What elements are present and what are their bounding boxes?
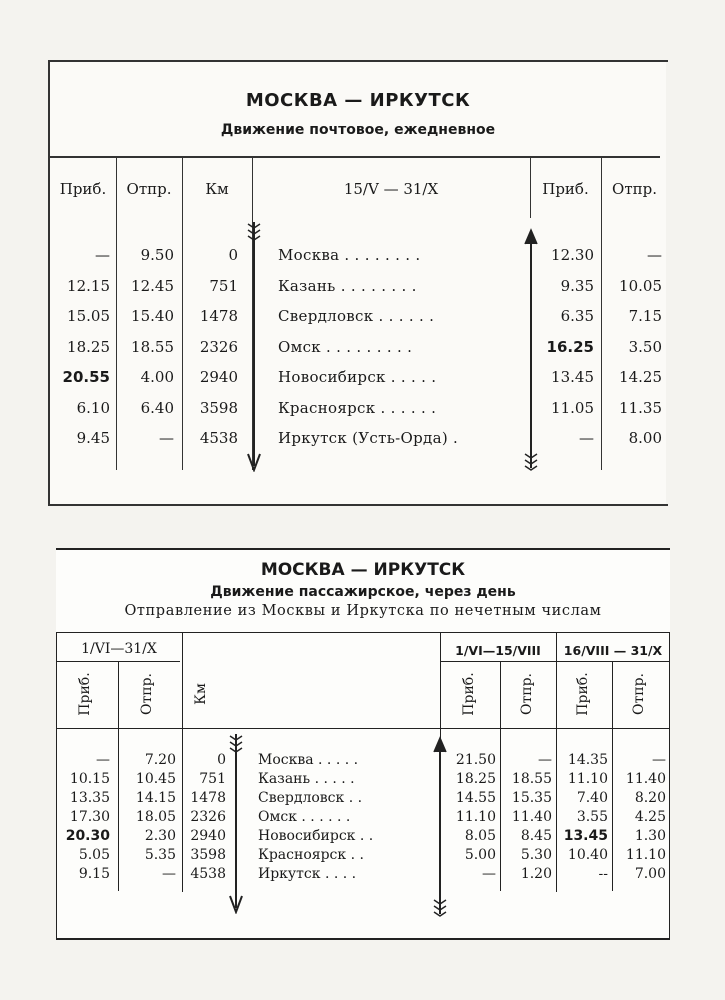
station-name: Новосибирск . . . . . <box>278 368 437 386</box>
arrival-time: 20.30 <box>65 828 110 844</box>
station-name: Иркутск (Усть-Орда) . <box>278 429 459 447</box>
arrival-time: 15.05 <box>67 307 110 325</box>
arrival-time-back: 16.25 <box>546 338 594 356</box>
distance-km: 1478 <box>190 790 226 806</box>
station-name: Иркутск . . . . <box>258 866 357 882</box>
col-divider <box>556 632 557 892</box>
departure-time-a: 8.45 <box>520 828 552 844</box>
header-arrival-b: Приб. <box>575 672 591 716</box>
table-subtitle: Движение почтовое, ежедневное <box>220 122 496 138</box>
distance-km: 2326 <box>199 338 238 356</box>
departure-time-b: 11.10 <box>625 847 666 863</box>
arrival-time: 10.15 <box>69 771 110 787</box>
arrival-time-b: 3.55 <box>576 809 608 825</box>
col-divider <box>182 156 183 470</box>
departure-time: 6.40 <box>140 399 174 417</box>
header-km: Км <box>193 683 209 705</box>
departure-time: — <box>162 866 176 882</box>
departure-time: 18.55 <box>131 338 174 356</box>
departure-time: 4.00 <box>140 368 174 386</box>
departure-note: Отправление из Москвы и Иркутска по нечетным числам <box>124 603 602 619</box>
departure-time: — <box>159 429 174 447</box>
station-name: Свердловск . . <box>258 790 363 806</box>
columns-rule <box>56 728 670 729</box>
top-rule <box>50 60 668 62</box>
arrival-time: 5.05 <box>78 847 110 863</box>
distance-km: 2940 <box>190 828 226 844</box>
station-name: Москва . . . . . . . . <box>278 246 421 264</box>
arrival-time-a: 8.05 <box>464 828 496 844</box>
header-arrival-back: Приб. <box>542 180 589 198</box>
arrival-time-b: 7.40 <box>576 790 608 806</box>
header-period: 15/V — 31/X <box>343 180 439 198</box>
arrival-time-a: 11.10 <box>455 809 496 825</box>
arrival-time-b: 10.40 <box>567 847 608 863</box>
departure-time: 5.35 <box>144 847 176 863</box>
table-subtitle: Движение пассажирское, через день <box>210 584 516 600</box>
header-departure: Отпр. <box>126 180 172 198</box>
departure-time-back: 3.50 <box>628 338 662 356</box>
departure-time-a: 18.55 <box>511 771 552 787</box>
arrival-time-a: 5.00 <box>464 847 496 863</box>
table-title: МОСКВА — ИРКУТСК <box>260 560 466 580</box>
arrival-time: 9.45 <box>76 429 110 447</box>
arrival-time: 17.30 <box>69 809 110 825</box>
departure-time: 2.30 <box>144 828 176 844</box>
period-left: 1/VI—31/X <box>81 641 157 657</box>
departure-time-back: 10.05 <box>619 277 662 295</box>
down-arrow-icon <box>246 220 262 472</box>
departure-time: 12.45 <box>131 277 174 295</box>
postal-timetable <box>48 60 666 506</box>
header-rule <box>50 156 660 158</box>
departure-time-b: 4.25 <box>634 809 666 825</box>
departure-time-a: 15.35 <box>511 790 552 806</box>
departure-time-b: 1.30 <box>634 828 666 844</box>
departure-time-a: 1.20 <box>520 866 552 882</box>
distance-km: 3598 <box>199 399 238 417</box>
arrival-time-back: 12.30 <box>551 246 594 264</box>
arrival-time: — <box>96 752 110 768</box>
arrival-time-b: -- <box>598 866 608 882</box>
station-name: Казань . . . . . <box>258 771 355 787</box>
period-rule-right <box>440 661 670 662</box>
departure-time-back: 7.15 <box>628 307 662 325</box>
departure-time-back: — <box>647 246 662 264</box>
arrival-time-back: 11.05 <box>551 399 594 417</box>
departure-time: 15.40 <box>131 307 174 325</box>
distance-km: 3598 <box>190 847 226 863</box>
station-name: Красноярск . . . . . . <box>278 399 437 417</box>
distance-km: 0 <box>228 246 238 264</box>
departure-time-back: 8.00 <box>628 429 662 447</box>
station-name: Новосибирск . . <box>258 828 374 844</box>
header-rule <box>56 632 670 633</box>
top-rule <box>56 548 670 550</box>
arrival-time-back: 13.45 <box>551 368 594 386</box>
distance-km: 2940 <box>199 368 238 386</box>
header-departure: Отпр. <box>139 673 155 715</box>
station-name: Свердловск . . . . . . <box>278 307 435 325</box>
distance-km: 0 <box>217 752 226 768</box>
station-name: Казань . . . . . . . . <box>278 277 417 295</box>
arrival-time: 9.15 <box>78 866 110 882</box>
departure-time-a: 11.40 <box>511 809 552 825</box>
header-arrival: Приб. <box>59 180 107 198</box>
arrival-time: 6.10 <box>76 399 110 417</box>
arrival-time-a: — <box>482 866 496 882</box>
table-title: МОСКВА — ИРКУТСК <box>245 90 471 111</box>
arrival-time-back: — <box>579 429 594 447</box>
col-divider <box>500 661 501 891</box>
departure-time-back: 14.25 <box>619 368 662 386</box>
arrival-time-b: 11.10 <box>567 771 608 787</box>
departure-time-b: 11.40 <box>625 771 666 787</box>
departure-time: 7.20 <box>144 752 176 768</box>
departure-time: 14.15 <box>135 790 176 806</box>
arrival-time: 12.15 <box>67 277 110 295</box>
bottom-rule <box>50 504 668 506</box>
departure-time-a: — <box>538 752 552 768</box>
header-km: Км <box>205 180 229 198</box>
arrival-time: 20.55 <box>62 368 110 386</box>
distance-km: 751 <box>199 771 226 787</box>
arrival-time-back: 6.35 <box>560 307 594 325</box>
departure-time: 18.05 <box>135 809 176 825</box>
departure-time-b: 7.00 <box>634 866 666 882</box>
header-arrival-a: Приб. <box>461 672 477 716</box>
departure-time: 10.45 <box>135 771 176 787</box>
departure-time-b: — <box>652 752 666 768</box>
header-departure-back: Отпр. <box>612 180 657 198</box>
header-departure-a: Отпр. <box>519 673 535 715</box>
arrival-time: — <box>95 246 110 264</box>
departure-time-a: 5.30 <box>520 847 552 863</box>
header-departure-b: Отпр. <box>631 673 647 715</box>
station-name: Москва . . . . . <box>258 752 359 768</box>
arrival-time: 18.25 <box>67 338 110 356</box>
departure-time: 9.50 <box>140 246 174 264</box>
col-divider <box>612 661 613 891</box>
period-right-b: 16/VIII — 31/X <box>563 643 663 658</box>
arrival-time-back: 9.35 <box>560 277 594 295</box>
distance-km: 4538 <box>190 866 226 882</box>
down-arrow-icon <box>228 732 244 914</box>
distance-km: 751 <box>209 277 238 295</box>
arrival-time-a: 18.25 <box>455 771 496 787</box>
station-name: Красноярск . . <box>258 847 364 863</box>
arrival-time-b: 14.35 <box>567 752 608 768</box>
arrival-time-a: 21.50 <box>455 752 496 768</box>
station-name: Омск . . . . . . <box>258 809 351 825</box>
col-divider <box>669 632 670 938</box>
arrival-time-a: 14.55 <box>455 790 496 806</box>
header-arrival: Приб. <box>77 672 93 716</box>
passenger-timetable <box>56 548 670 940</box>
col-divider <box>601 156 602 470</box>
distance-km: 2326 <box>190 809 226 825</box>
arrival-time-b: 13.45 <box>563 828 608 844</box>
period-right-a: 1/VI—15/VIII <box>455 643 541 658</box>
distance-km: 1478 <box>199 307 238 325</box>
distance-km: 4538 <box>199 429 238 447</box>
departure-time-back: 11.35 <box>619 399 662 417</box>
station-name: Омск . . . . . . . . . <box>278 338 413 356</box>
col-divider <box>56 632 57 938</box>
departure-time-b: 8.20 <box>634 790 666 806</box>
bottom-rule <box>56 938 670 940</box>
arrival-time: 13.35 <box>69 790 110 806</box>
col-divider <box>116 156 117 470</box>
col-divider <box>118 661 119 891</box>
